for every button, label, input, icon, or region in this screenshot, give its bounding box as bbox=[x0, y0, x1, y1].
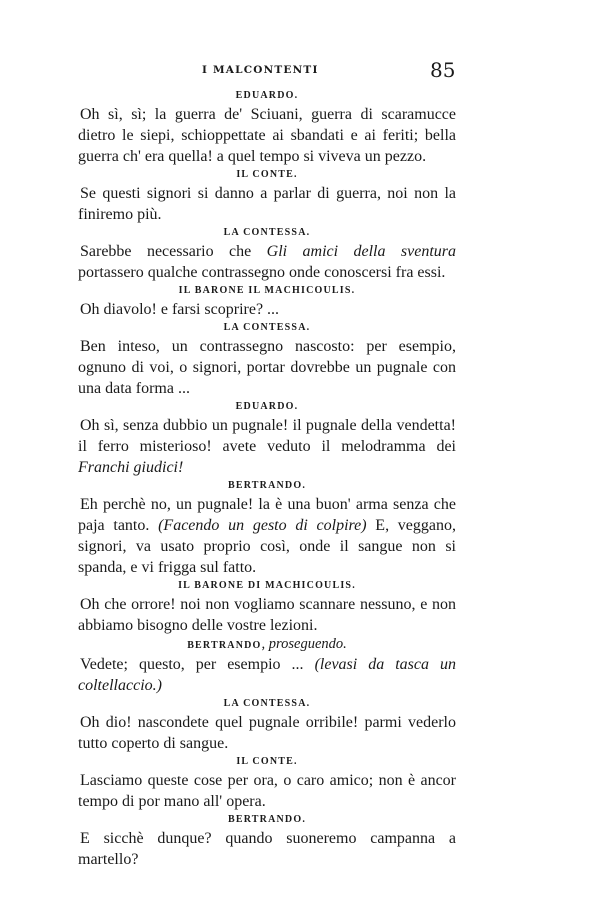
speech-text: Oh che orrore! noi non vogliamo scannare nessuno, e non abbiamo bisogno delle vostre lezioni. bbox=[78, 596, 456, 634]
speech-text: Se questi signori si danno a parlar di guerra, noi non la finiremo più. bbox=[78, 185, 456, 223]
speaker-name: EDUARDO. bbox=[235, 90, 299, 101]
stage-direction: (Facendo un gesto di colpire) bbox=[158, 517, 367, 534]
speaker-name: IL CONTE. bbox=[236, 169, 298, 180]
speech-text: Oh sì, senza dubbio un pugnale! il pugnale della vendetta! il ferro misterioso! avete veduto il melodramma dei Franchi giudici! bbox=[78, 417, 456, 476]
speaker-name: LA CONTESSA. bbox=[223, 698, 311, 709]
stage-direction: (levasi da tasca un coltellaccio.) bbox=[78, 656, 457, 694]
speaker-name: IL BARONE DI MACHICOULIS. bbox=[178, 580, 356, 591]
speaker-name: IL CONTE. bbox=[236, 756, 298, 767]
dialogue-text bbox=[78, 88, 456, 872]
speaker-name: LA CONTESSA. bbox=[223, 322, 311, 333]
speech-text: Ben inteso, un contrassegno nascosto: per esempio, ognuno di voi, o signori, portar dovrebbe un pugnale con una data forma ... bbox=[78, 338, 456, 397]
speech-text: E sicchè dunque? quando suoneremo campanna a martello? bbox=[78, 830, 456, 868]
speaker-name: IL BARONE IL MACHICOULIS. bbox=[178, 285, 356, 296]
speaker-name: BERTRANDO, proseguendo. bbox=[187, 636, 347, 652]
running-title: I MALCONTENTI bbox=[202, 64, 319, 76]
stage-direction: , proseguendo. bbox=[261, 636, 347, 652]
italic-title: Gli amici della sventura bbox=[266, 243, 456, 260]
speech-text: Lasciamo queste cose per ora, o caro amico; non è ancor tempo di por mano all' opera. bbox=[78, 772, 456, 810]
page-number: 85 bbox=[430, 58, 456, 82]
speech-text: Eh perchè no, un pugnale! la è una buon' arma senza che paja tanto. (Facendo un gesto di colpire) E, veggano, signori, va usato proprio così, onde il sangue non si spanda, e vi frigga sul fatto. bbox=[78, 496, 457, 576]
speech-text: Oh sì, sì; la guerra de' Sciuani, guerra di scaramucce dietro le siepi, schioppettate ai sbandati e ai feriti; bella guerra ch' era quella! a quel tempo si viveva un pezzo. bbox=[78, 106, 456, 165]
speaker-name: BERTRANDO. bbox=[227, 480, 307, 491]
speech-text: Oh diavolo! e farsi scoprire? ... bbox=[80, 301, 280, 318]
speaker-name: BERTRANDO. bbox=[227, 814, 307, 825]
speaker-name: LA CONTESSA. bbox=[223, 227, 311, 238]
speech-text: Vedete; questo, per esempio ... (levasi da tasca un coltellaccio.) bbox=[78, 656, 457, 694]
speaker-name: EDUARDO. bbox=[235, 401, 299, 412]
italic-title: Franchi giudici! bbox=[78, 459, 184, 476]
speech-text: Oh dio! nascondete quel pugnale orribile! parmi vederlo tutto coperto di sangue. bbox=[78, 714, 456, 752]
speech-text: Sarebbe necessario che Gli amici della sventura portassero qualche contrassegno onde conoscersi fra essi. bbox=[78, 243, 456, 281]
